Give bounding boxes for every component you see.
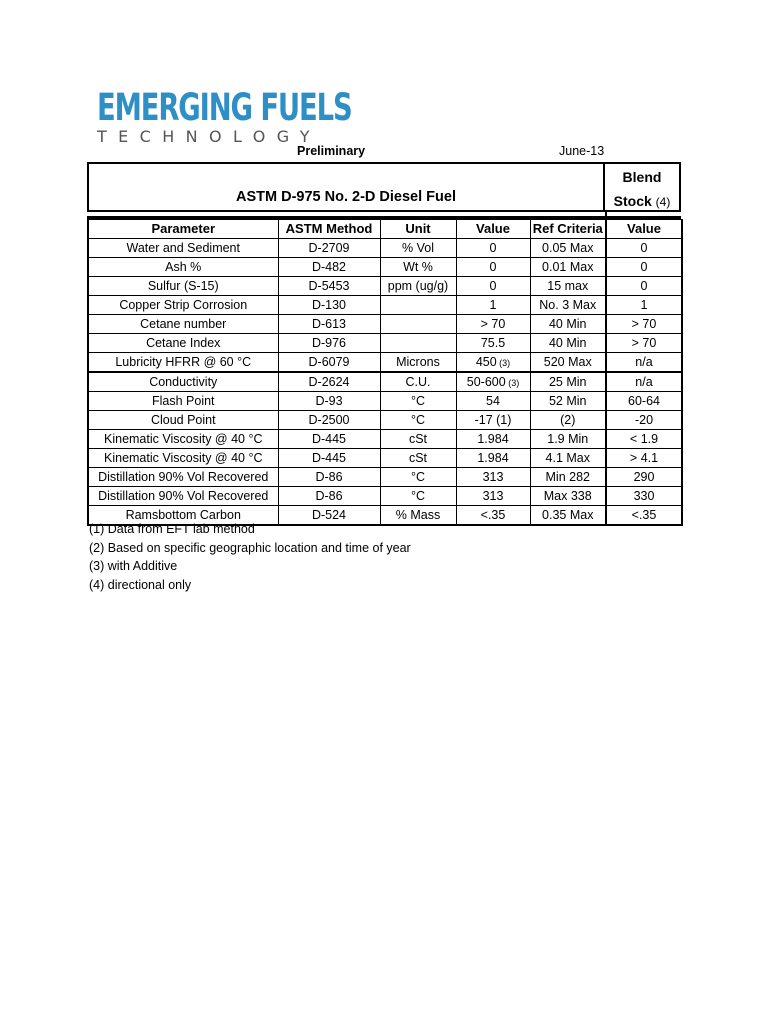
cell-text: % Mass (395, 508, 441, 522)
cell-text: -17 (1) (474, 413, 512, 427)
cell-text: D-524 (311, 508, 347, 522)
cell-text: D-86 (315, 470, 343, 484)
unit-cell (380, 334, 456, 353)
parameter-cell (88, 315, 278, 334)
parameter-cell (88, 334, 278, 353)
blend-value-cell (606, 468, 682, 487)
value-cell (456, 430, 530, 449)
cell-text: Copper Strip Corrosion (119, 298, 248, 312)
value-cell (456, 411, 530, 430)
cell-text: °C (410, 394, 426, 408)
cell-text: Unit (405, 221, 431, 236)
value-cell (456, 258, 530, 277)
cell-text: D-482 (311, 260, 347, 274)
cell-text: ASTM Method (285, 221, 373, 236)
criteria-cell (530, 296, 606, 315)
value-cell (456, 315, 530, 334)
cell-text: n/a (635, 355, 653, 369)
column-header (606, 220, 682, 239)
criteria-cell (530, 430, 606, 449)
value-cell (456, 277, 530, 296)
cell-text: °C (410, 489, 426, 503)
cell-text: Cetane number (140, 317, 227, 331)
unit-cell (380, 392, 456, 411)
method-cell (278, 449, 380, 468)
unit-cell (380, 449, 456, 468)
parameter-cell (88, 239, 278, 258)
cell-text: 75.5 (480, 336, 506, 350)
cell-text: D-445 (311, 432, 347, 446)
cell-text: 1.984 (477, 451, 509, 465)
table-row (88, 430, 682, 449)
footnote: (2) Based on specific geographic location and time of year (89, 540, 411, 555)
cell-text: 313 (482, 489, 504, 503)
blend-subtitle: Stock (613, 193, 652, 209)
column-header (88, 220, 278, 239)
cell-text: Value (627, 221, 661, 236)
cell-text: Kinematic Viscosity @ 40 °C (104, 451, 263, 465)
value-cell (456, 506, 530, 526)
criteria-cell (530, 392, 606, 411)
cell-text: Max 338 (543, 489, 592, 503)
cell-text: -20 (634, 413, 654, 427)
method-cell (278, 468, 380, 487)
company-logo (97, 86, 352, 146)
cell-text: Lubricity HFRR @ 60 °C (115, 355, 252, 369)
criteria-cell (530, 315, 606, 334)
cell-text: D-445 (311, 451, 347, 465)
cell-text: Flash Point (151, 394, 215, 408)
criteria-cell (530, 449, 606, 468)
table-row (88, 315, 682, 334)
cell-text: 0 (489, 241, 497, 255)
cell-text: Wt % (403, 260, 433, 274)
blend-value-cell (606, 258, 682, 277)
criteria-cell (530, 411, 606, 430)
cell-text: <.35 (631, 508, 657, 522)
parameter-cell (88, 277, 278, 296)
cell-text: Cloud Point (150, 413, 216, 427)
cell-text: 1 (640, 298, 648, 312)
criteria-cell (530, 258, 606, 277)
table-row (88, 353, 682, 373)
cell-text: > 4.1 (629, 451, 659, 465)
cell-text: 0.05 Max (542, 241, 594, 255)
cell-text: n/a (635, 375, 653, 389)
table-row (88, 487, 682, 506)
unit-cell (380, 258, 456, 277)
blend-title: Blend (622, 169, 662, 185)
cell-text: Ash % (165, 260, 202, 274)
cell-text: D-613 (311, 317, 347, 331)
value-cell (456, 353, 530, 373)
value-cell (456, 239, 530, 258)
method-cell (278, 392, 380, 411)
column-header (456, 220, 530, 239)
method-cell (278, 372, 380, 392)
blend-value-cell (606, 506, 682, 526)
cell-text: D-2624 (308, 375, 350, 389)
logo-wordmark: EMERGING FUELS (97, 86, 352, 129)
spec-table (87, 162, 681, 520)
cell-text: Kinematic Viscosity @ 40 °C (104, 432, 263, 446)
method-cell (278, 277, 380, 296)
criteria-cell (530, 353, 606, 373)
cell-text: 1 (489, 298, 497, 312)
unit-cell (380, 430, 456, 449)
cell-text: Ref Criteria (532, 221, 603, 236)
cell-text: 520 Max (543, 355, 592, 369)
method-cell (278, 353, 380, 373)
cell-text: 0 (489, 279, 497, 293)
criteria-cell (530, 334, 606, 353)
cell-text: 313 (482, 470, 504, 484)
blend-stock-header (605, 162, 681, 210)
method-cell (278, 487, 380, 506)
criteria-cell (530, 506, 606, 526)
unit-cell (380, 372, 456, 392)
unit-cell (380, 296, 456, 315)
blend-value-cell (606, 296, 682, 315)
data-table (87, 219, 683, 526)
unit-cell (380, 277, 456, 296)
cell-text: 0.01 Max (542, 260, 594, 274)
cell-text: 15 max (547, 279, 589, 293)
cell-text: Min 282 (545, 470, 590, 484)
unit-cell (380, 315, 456, 334)
method-cell (278, 430, 380, 449)
footnotes (89, 520, 411, 594)
cell-text: Microns (396, 355, 440, 369)
method-cell (278, 315, 380, 334)
table-header-row (88, 220, 682, 239)
cell-text: 0 (640, 279, 648, 293)
parameter-cell (88, 430, 278, 449)
unit-cell (380, 239, 456, 258)
cell-text: °C (410, 470, 426, 484)
cell-text: 4.1 Max (545, 451, 590, 465)
cell-text: 60-64 (628, 394, 660, 408)
table-row (88, 296, 682, 315)
table-row (88, 411, 682, 430)
value-cell (456, 392, 530, 411)
value-cell (456, 296, 530, 315)
cell-text: cSt (408, 432, 428, 446)
cell-text: Parameter (151, 221, 216, 236)
blend-value-cell (606, 334, 682, 353)
parameter-cell (88, 353, 278, 373)
blend-value-cell (606, 487, 682, 506)
method-cell (278, 296, 380, 315)
footnote: (1) Data from EFT lab method (89, 522, 255, 536)
table-row (88, 277, 682, 296)
criteria-cell (530, 468, 606, 487)
cell-text: D-6079 (308, 355, 350, 369)
cell-text: 54 (486, 394, 500, 408)
table-row (88, 372, 682, 392)
table-row (88, 334, 682, 353)
cell-text: Value (476, 221, 510, 236)
cell-text: 25 Min (548, 375, 587, 389)
cell-text: > 70 (631, 336, 657, 350)
cell-text: No. 3 Max (539, 298, 597, 312)
cell-text: 52 Min (548, 394, 587, 408)
cell-text: 1.9 Min (547, 432, 589, 446)
cell-text: Distillation 90% Vol Recovered (98, 470, 269, 484)
value-cell (456, 449, 530, 468)
cell-text: 290 (633, 470, 655, 484)
parameter-cell (88, 411, 278, 430)
value-cell (456, 334, 530, 353)
status-label: Preliminary (297, 144, 366, 158)
value-cell (456, 372, 530, 392)
table-row (88, 258, 682, 277)
cell-text: (2) (560, 413, 576, 427)
method-cell (278, 258, 380, 277)
cell-text: °C (410, 413, 426, 427)
logo-subtitle: TECHNOLOGY (97, 127, 321, 146)
cell-text: cSt (408, 451, 428, 465)
cell-text: D-86 (315, 489, 343, 503)
blend-value-cell (606, 392, 682, 411)
table-row (88, 468, 682, 487)
cell-text: D-2500 (308, 413, 350, 427)
cell-text: < 1.9 (629, 432, 659, 446)
footnote-marker: (3) (505, 377, 520, 388)
column-header (530, 220, 606, 239)
blend-value-cell (606, 449, 682, 468)
cell-text: D-2709 (308, 241, 350, 255)
cell-text: 50-600 (466, 374, 506, 389)
cell-text: 0 (489, 260, 497, 274)
value-cell (456, 487, 530, 506)
cell-text: D-93 (315, 394, 343, 408)
cell-text: Sulfur (S-15) (147, 279, 219, 293)
method-cell (278, 239, 380, 258)
criteria-cell (530, 239, 606, 258)
blend-value-cell (606, 353, 682, 373)
cell-text: > 70 (480, 317, 506, 331)
value-cell (456, 468, 530, 487)
blend-value-cell (606, 315, 682, 334)
cell-text: % Vol (402, 241, 434, 255)
divider (87, 210, 681, 212)
table-row (88, 392, 682, 411)
footnote: (3) with Additive (89, 559, 178, 573)
parameter-cell (88, 468, 278, 487)
cell-text: Water and Sediment (126, 241, 240, 255)
blend-value-cell (606, 277, 682, 296)
cell-text: Distillation 90% Vol Recovered (98, 489, 269, 503)
cell-text: 1.984 (477, 432, 509, 446)
parameter-cell (88, 296, 278, 315)
cell-text: 0.35 Max (542, 508, 594, 522)
column-header (278, 220, 380, 239)
cell-text: 0 (640, 260, 648, 274)
cell-text: 40 Min (548, 317, 587, 331)
cell-text: C.U. (405, 375, 431, 389)
criteria-cell (530, 487, 606, 506)
cell-text: 40 Min (548, 336, 587, 350)
cell-text: <.35 (480, 508, 506, 522)
cell-text: 0 (640, 241, 648, 255)
method-cell (278, 334, 380, 353)
unit-cell (380, 411, 456, 430)
table-row (88, 239, 682, 258)
cell-text: 450 (475, 354, 497, 369)
blend-value-cell (606, 430, 682, 449)
parameter-cell (88, 392, 278, 411)
table-title-cell (87, 162, 605, 210)
footnote-marker: (3) (496, 357, 511, 368)
cell-text: Cetane Index (146, 336, 221, 350)
parameter-cell (88, 487, 278, 506)
parameter-cell (88, 372, 278, 392)
blend-note: (4) (655, 195, 671, 209)
cell-text: Conductivity (149, 375, 218, 389)
table-row (88, 449, 682, 468)
cell-text: ppm (ug/g) (387, 279, 449, 293)
table-title: ASTM D-975 No. 2-D Diesel Fuel (236, 189, 456, 205)
parameter-cell (88, 258, 278, 277)
date-label: June-13 (559, 144, 605, 158)
cell-text: D-5453 (308, 279, 350, 293)
cell-text: 330 (633, 489, 655, 503)
criteria-cell (530, 372, 606, 392)
cell-text: D-130 (311, 298, 347, 312)
blend-value-cell (606, 411, 682, 430)
column-header (380, 220, 456, 239)
criteria-cell (530, 277, 606, 296)
unit-cell (380, 353, 456, 373)
cell-text: D-976 (311, 336, 347, 350)
unit-cell (380, 487, 456, 506)
cell-text: > 70 (631, 317, 657, 331)
blend-value-cell (606, 372, 682, 392)
footnote: (4) directional only (89, 577, 192, 592)
parameter-cell (88, 449, 278, 468)
unit-cell (380, 468, 456, 487)
method-cell (278, 411, 380, 430)
cell-text: Ramsbottom Carbon (125, 508, 241, 522)
blend-value-cell (606, 239, 682, 258)
